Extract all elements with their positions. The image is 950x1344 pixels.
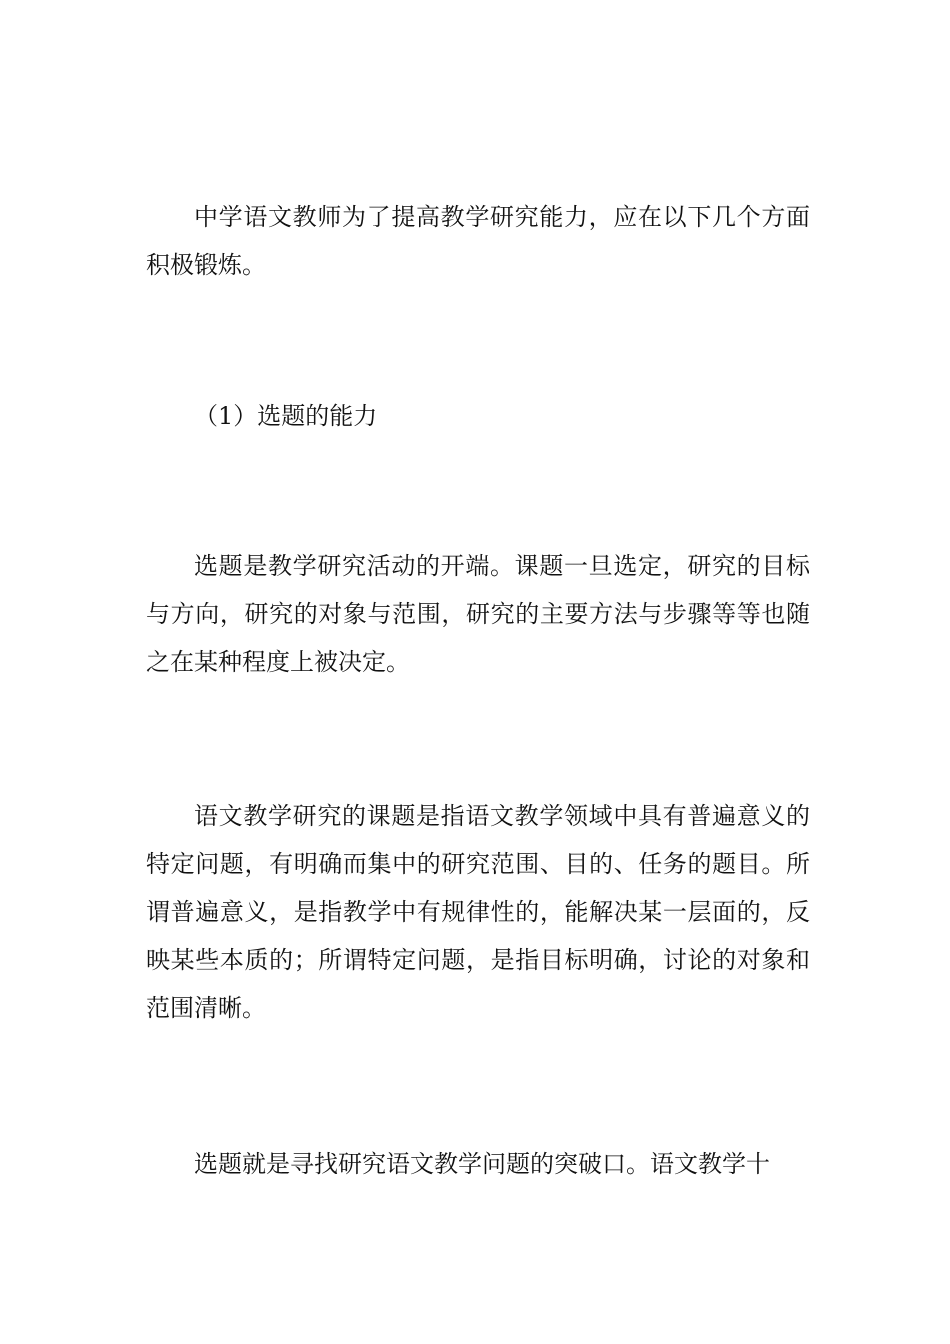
paragraph-topic-selection-start: 选题是教学研究活动的开端。课题一旦选定，研究的目标与方向，研究的对象与范围，研究的主要方法与步骤等等也随之在某种程度上被决定。 [146, 552, 810, 676]
section-heading-topic-selection: （1）选题的能力 [194, 402, 378, 430]
paragraph-research-topic-definition: 语文教学研究的课题是指语文教学领域中具有普遍意义的特定问题，有明确而集中的研究范围、目的、任务的题目。所谓普遍意义，是指教学中有规律性的，能解决某一层面的，反映某些本质的；所谓特定问题，是指目标明确，讨论的对象和范围清晰。 [146, 802, 810, 1022]
paragraph-intro: 中学语文教师为了提高教学研究能力，应在以下几个方面积极锻炼。 [146, 203, 810, 279]
paragraph-breakthrough: 选题就是寻找研究语文教学问题的突破口。语文教学十 [194, 1150, 770, 1178]
